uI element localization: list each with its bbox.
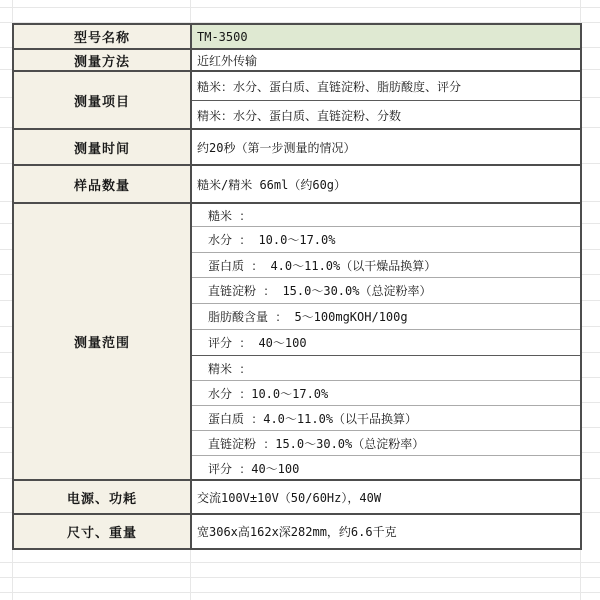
range-brown-header-cell[interactable] [192,204,580,226]
power-value-cell[interactable] [192,481,580,513]
range-brown-moisture-cell[interactable] [192,226,580,252]
method-label-cell[interactable] [14,50,192,70]
items-label-cell[interactable] [14,72,192,128]
items-milled-rice: 精米：水分、蛋白质、直链淀粉、分数 [197,109,402,123]
items-label: 测量项目 [73,94,130,110]
spec-row-range [14,202,580,479]
range-milled-amylose-cell[interactable] [192,430,580,455]
size-label: 尺寸、重量 [66,526,137,541]
items-milled-rice-cell[interactable] [192,100,580,130]
range-brown-score: 评分 ： 40～100 [208,336,307,350]
items-brown-rice-cell[interactable] [192,72,580,100]
power-label: 电源、功耗 [66,491,137,507]
range-brown-amylose: 直链淀粉 ： 15.0～30.0%（总淀粉率） [208,284,432,298]
time-label-cell[interactable] [14,130,192,164]
model-label: 型号名称 [73,31,130,46]
sample-value: 糙米/精米 66ml（约60g） [197,177,347,192]
range-label: 测量范围 [73,336,130,351]
range-label-cell[interactable] [14,204,192,479]
range-brown-score-cell[interactable] [192,329,580,355]
gridline [0,562,600,563]
time-value-cell[interactable] [192,130,580,164]
range-brown-protein-cell[interactable] [192,252,580,277]
gridline [0,592,600,593]
range-milled-score-cell[interactable] [192,455,580,481]
sample-label-cell[interactable] [14,166,192,202]
range-milled-protein-cell[interactable] [192,405,580,430]
size-value: 宽306x高162x深282mm，约6.6千克 [197,525,397,539]
range-milled-header-cell[interactable] [192,355,580,380]
power-value: 交流100V±10V（50/60Hz），40W [197,490,382,505]
range-brown-fattyacid-cell[interactable] [192,303,580,329]
range-milled-header: 精米 ： [208,361,252,376]
spec-row-power [14,479,580,513]
range-brown-header: 糙米 ： [208,208,252,223]
time-label: 测量时间 [73,141,130,157]
sample-label: 样品数量 [73,178,130,194]
range-milled-moisture-cell[interactable] [192,380,580,405]
spec-row-size [14,513,580,548]
spec-row-sample [14,164,580,202]
spec-row-model [14,25,580,48]
gridline [0,577,600,578]
range-milled-amylose: 直链淀粉 ：15.0～30.0%（总淀粉率） [208,436,425,451]
method-value-cell[interactable] [192,50,580,70]
size-value-cell[interactable] [192,515,580,548]
gridline [0,7,600,8]
model-label-cell[interactable] [14,25,192,48]
spec-row-time [14,128,580,164]
spec-row-method [14,48,580,70]
range-brown-protein: 蛋白质 ： 4.0～11.0%（以干燥品换算） [208,258,437,273]
range-brown-amylose-cell[interactable] [192,277,580,303]
range-milled-moisture: 水分 ：10.0～17.0% [208,386,329,401]
model-value-cell[interactable] [192,25,580,48]
model-value: TM-3500 [197,29,248,44]
range-brown-fattyacid: 脂肪酸含量 ： 5～100mgKOH/100g [208,310,408,324]
time-value: 约20秒（第一步测量的情况） [197,140,356,155]
range-milled-score: 评分 ：40～100 [208,462,300,476]
spec-table [12,23,582,550]
spec-row-items [14,70,580,128]
method-label: 测量方法 [73,54,130,70]
items-brown-rice: 糙米：水分、蛋白质、直链淀粉、脂肪酸度、评分 [197,79,462,94]
size-label-cell[interactable] [14,515,192,548]
range-milled-protein: 蛋白质 ：4.0～11.0%（以干品换算） [208,411,418,426]
range-brown-moisture: 水分 ： 10.0～17.0% [208,233,336,247]
method-value: 近红外传输 [197,53,258,68]
sample-value-cell[interactable] [192,166,580,202]
power-label-cell[interactable] [14,481,192,513]
